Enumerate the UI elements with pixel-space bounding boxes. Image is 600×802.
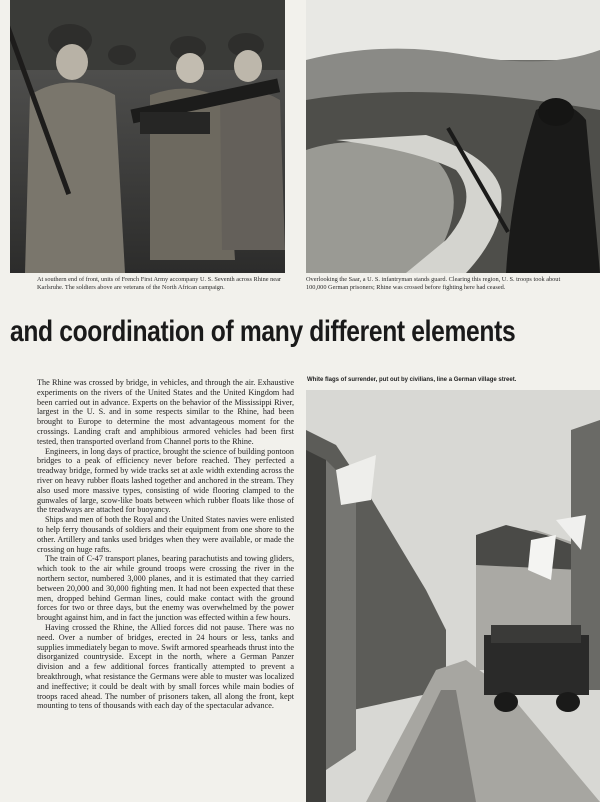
soldiers-image [10,0,285,273]
body-paragraph: The Rhine was crossed by bridge, in vehicles, and through the air. Exhaustive experiments on the rivers of the United States and the United Kingdom had been carried out in advance. Experts on the behavior of the Mississippi River, largest in the U. S. and in some respects similar to the Rhine, had been brought to Europe to determine the most advantageous moment for the crossings. Landing craft and amphibious armored vehicles had been first tested, then transported overland from Channel ports to the Rhine. [37,378,294,446]
article-body [37,378,294,711]
body-paragraph: Ships and men of both the Royal and the United States navies were enlisted to help ferry thousands of soldiers and their equipment from one shore to the other. Artillery and tanks used bridges when they were available, or made the crossing on huge rafts. [37,515,294,554]
soldiers-photo [10,0,285,273]
river-photo [306,0,600,273]
street-photo [306,390,600,802]
headline: and coordination of many different elements [10,315,516,348]
river-image [306,0,600,273]
middle-photo-caption: Overlooking the Saar, a U. S. infantryman stands guard. Clearing this region, U. S. troops took about 100,000 German prisoners; Rhine was crossed before fighting here had ceased. [306,276,561,291]
body-paragraph: Engineers, in long days of practice, brought the science of building pontoon bridges to a peak of efficiency never before reached. They perfected a treadway bridge, formed by wide tracks set at axle width extending across the river on heavy rubber floats lashed together and anchored in the stream. They also used more massive types, consisting of wide flooring clamped to the gunwales of large, scow-like boats between which rubber floats like those of the treadways are attached for buoyancy. [37,446,294,515]
body-paragraph: Having crossed the Rhine, the Allied forces did not pause. There was no need. Over a number of bridges, erected in 24 hours or less, tanks and supplies immediately began to move. Swift armored spearheads thrust into the disorganized countryside. Except in the north, where a German Panzer division and a few additional forces frantically attempted to prevent a breakthrough, what resistance the Germans were able to muster was localized and ineffective; it could be dealt with by small forces while main bodies of troops raced ahead. The number of prisoners taken, all along the front, kept mounting to tens of thousands with each day of the spectacular advance. [37,622,294,711]
left-photo-caption: At southern end of front, units of French First Army accompany U. S. Seventh across Rhine near Karlsruhe. The soldiers above are veterans of the North African campaign. [37,276,281,291]
street-photo-caption: White flags of surrender, put out by civilians, line a German village street. [307,377,517,383]
street-image [306,390,600,802]
body-paragraph: The train of C-47 transport planes, bearing parachutists and towing gliders, which took to the air while ground troops were crossing the river in the northern sector, numbered 3,000 planes, and it is estimated that they carried between 20,000 and 30,000 fighting men. It had not been expected that these men, dropped behind German lines, could make contact with the ground forces for two or three days, but the enemy was overwhelmed by the power brought against him, and in fact the junction was effected within a few hours. [37,554,294,623]
